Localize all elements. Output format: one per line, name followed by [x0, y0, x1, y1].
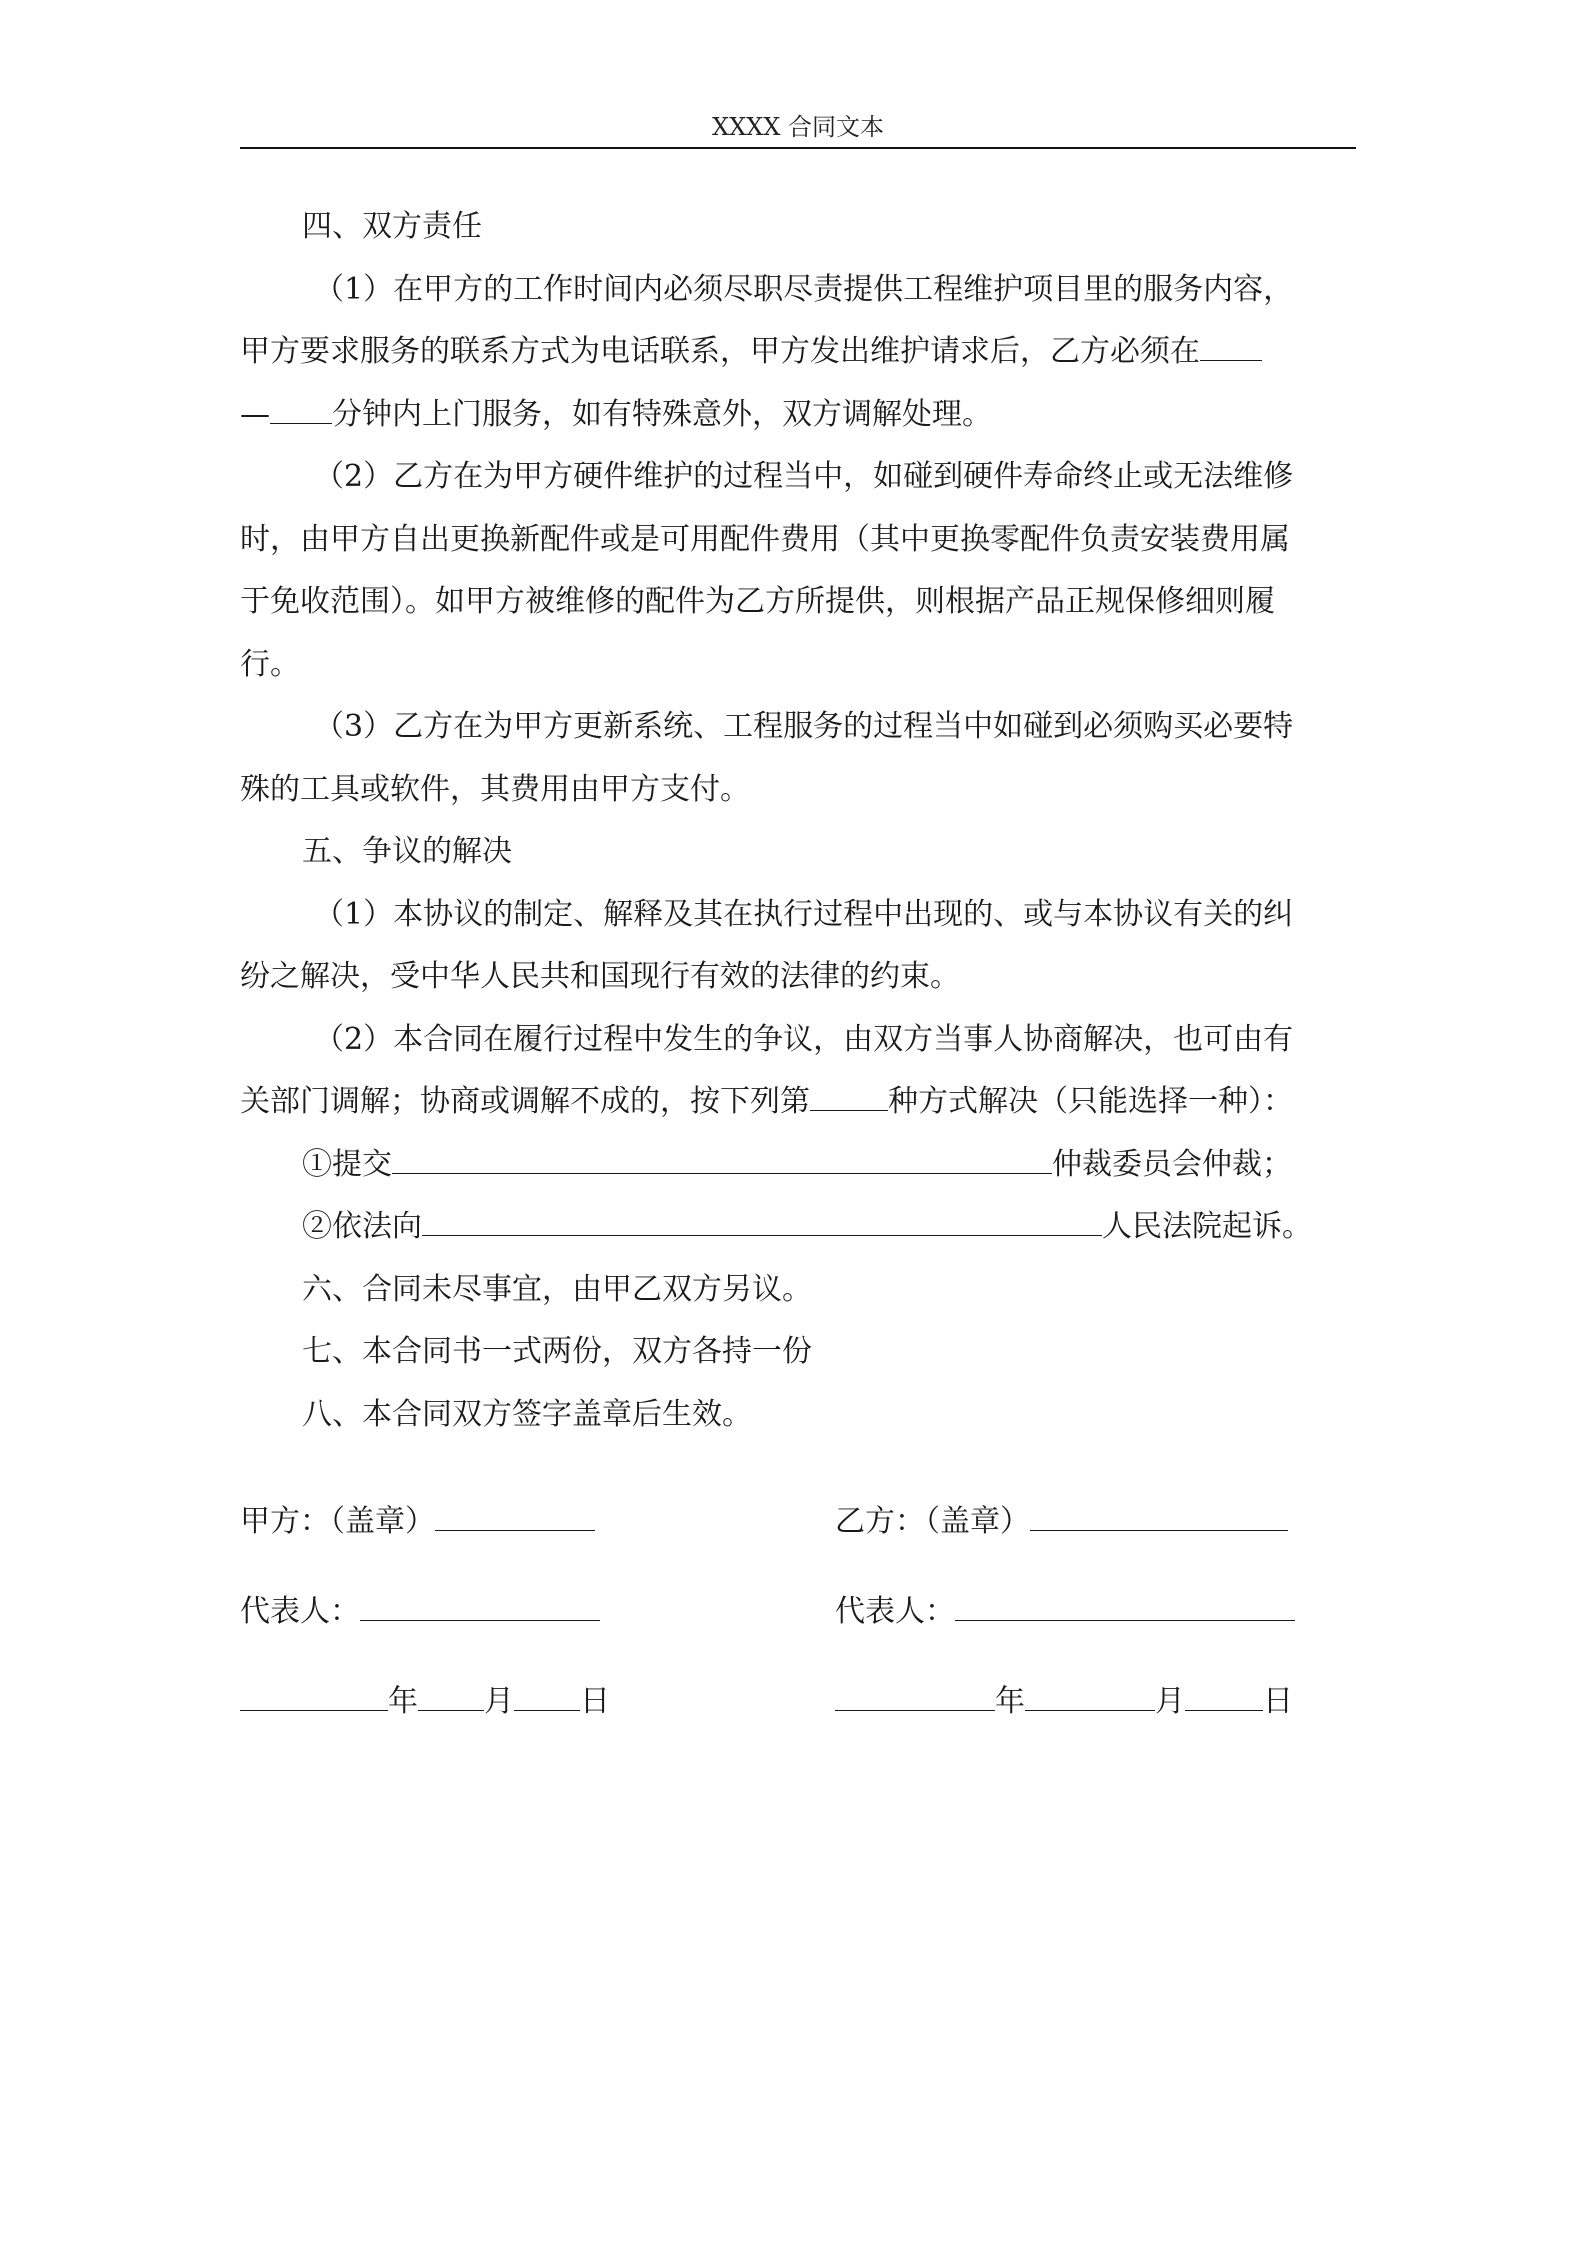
party-a-rep-label: 代表人：	[240, 1594, 360, 1629]
party-b-seal-line	[835, 1502, 1288, 1542]
sec4-clause1-text-end: 分钟内上门服务，如有特殊意外，双方调解处理。	[332, 396, 992, 432]
party-a-year-blank[interactable]	[240, 1682, 388, 1711]
sec5-clause2-text-end: 种方式解决（只能选择一种）：	[888, 1084, 1293, 1119]
option-2-court	[240, 1196, 1356, 1259]
minutes-blank-1[interactable]	[1200, 332, 1262, 361]
sec5-clause1-line2: 纷之解决，受中华人民共和国现行有效的法律的约束。	[240, 959, 960, 994]
sec4-clause1-line1: （1）在甲方的工作时间内必须尽职尽责提供工程维护项目里的服务内容，	[314, 271, 1294, 307]
option-1-suffix: 仲裁委员会仲裁；	[1052, 1146, 1292, 1182]
section-6: 六、合同未尽事宜，由甲乙双方另议。	[302, 1271, 812, 1307]
sec4-clause1-text: 甲方要求服务的联系方式为电话联系，甲方发出维护请求后，乙方必须在	[240, 334, 1200, 369]
party-a-year-label: 年	[388, 1684, 418, 1719]
sec4-clause1-line2	[240, 321, 1356, 384]
party-b-month-blank[interactable]	[1025, 1682, 1155, 1711]
sec5-clause1-line1: （1）本协议的制定、解释及其在执行过程中出现的、或与本协议有关的纠	[314, 896, 1294, 932]
party-b-day-blank[interactable]	[1185, 1682, 1263, 1711]
party-b-rep-line	[835, 1592, 1295, 1632]
method-choice-blank[interactable]	[810, 1082, 888, 1111]
sec4-clause2-line4: 行。	[240, 646, 300, 682]
party-b-date-line	[835, 1682, 1293, 1722]
party-b-rep-label: 代表人：	[835, 1594, 955, 1629]
option-1-label: ①提交	[302, 1146, 392, 1182]
option-2-suffix: 人民法院起诉。	[1102, 1209, 1312, 1244]
section-7: 七、本合同书一式两份，双方各持一份	[302, 1334, 812, 1369]
party-b-day-label: 日	[1263, 1684, 1293, 1719]
sec4-clause2-line1: （2）乙方在为甲方硬件维护的过程当中，如碰到硬件寿命终止或无法维修	[314, 459, 1294, 494]
party-a-seal-blank[interactable]	[435, 1502, 595, 1531]
party-b-label: 乙方：（盖章）	[835, 1504, 1030, 1539]
party-b-rep-blank[interactable]	[955, 1592, 1295, 1621]
section-5-title: 五、争议的解决	[302, 834, 512, 869]
party-b-year-label: 年	[995, 1684, 1025, 1719]
party-b-month-label: 月	[1155, 1684, 1185, 1719]
sec4-clause3-line2: 殊的工具或软件，其费用由甲方支付。	[240, 771, 750, 807]
sec4-clause2-line3: 于免收范围）。如甲方被维修的配件为乙方所提供，则根据产品正规保修细则履	[240, 584, 1275, 619]
minutes-blank-2[interactable]	[270, 395, 332, 424]
party-a-seal-line	[240, 1502, 595, 1542]
sec5-clause2-line2	[240, 1071, 1356, 1134]
party-a-day-blank[interactable]	[514, 1682, 580, 1711]
page-header: XXXX 合同文本	[712, 113, 884, 141]
party-a-rep-line	[240, 1592, 600, 1632]
party-a-month-blank[interactable]	[418, 1682, 484, 1711]
option-1-arbitration	[240, 1134, 1356, 1197]
option-2-label: ②依法向	[302, 1209, 422, 1244]
party-a-month-label: 月	[484, 1684, 514, 1719]
sec4-clause3-line1: （3）乙方在为甲方更新系统、工程服务的过程当中如碰到必须购买必要特	[314, 709, 1294, 744]
sec5-clause2-line1: （2）本合同在履行过程中发生的争议，由双方当事人协商解决，也可由有	[314, 1021, 1294, 1057]
section-8: 八、本合同双方签字盖章后生效。	[302, 1396, 752, 1432]
party-a-label: 甲方：（盖章）	[240, 1504, 435, 1539]
dash: —	[240, 396, 270, 432]
arbitration-committee-blank[interactable]	[392, 1145, 1052, 1174]
header-divider	[240, 147, 1356, 149]
section-4-title: 四、双方责任	[302, 209, 482, 244]
sec5-clause2-text: 关部门调解；协商或调解不成的，按下列第	[240, 1084, 810, 1119]
party-a-date-line	[240, 1682, 610, 1722]
party-a-rep-blank[interactable]	[360, 1592, 600, 1621]
sec4-clause1-line3	[240, 384, 1356, 447]
contract-body	[240, 196, 1356, 1446]
party-a-day-label: 日	[580, 1684, 610, 1719]
sec4-clause2-line2: 时，由甲方自出更换新配件或是可用配件费用（其中更换零配件负责安装费用属	[240, 521, 1290, 557]
party-b-year-blank[interactable]	[835, 1682, 995, 1711]
court-blank[interactable]	[422, 1207, 1102, 1236]
party-b-seal-blank[interactable]	[1030, 1502, 1288, 1531]
